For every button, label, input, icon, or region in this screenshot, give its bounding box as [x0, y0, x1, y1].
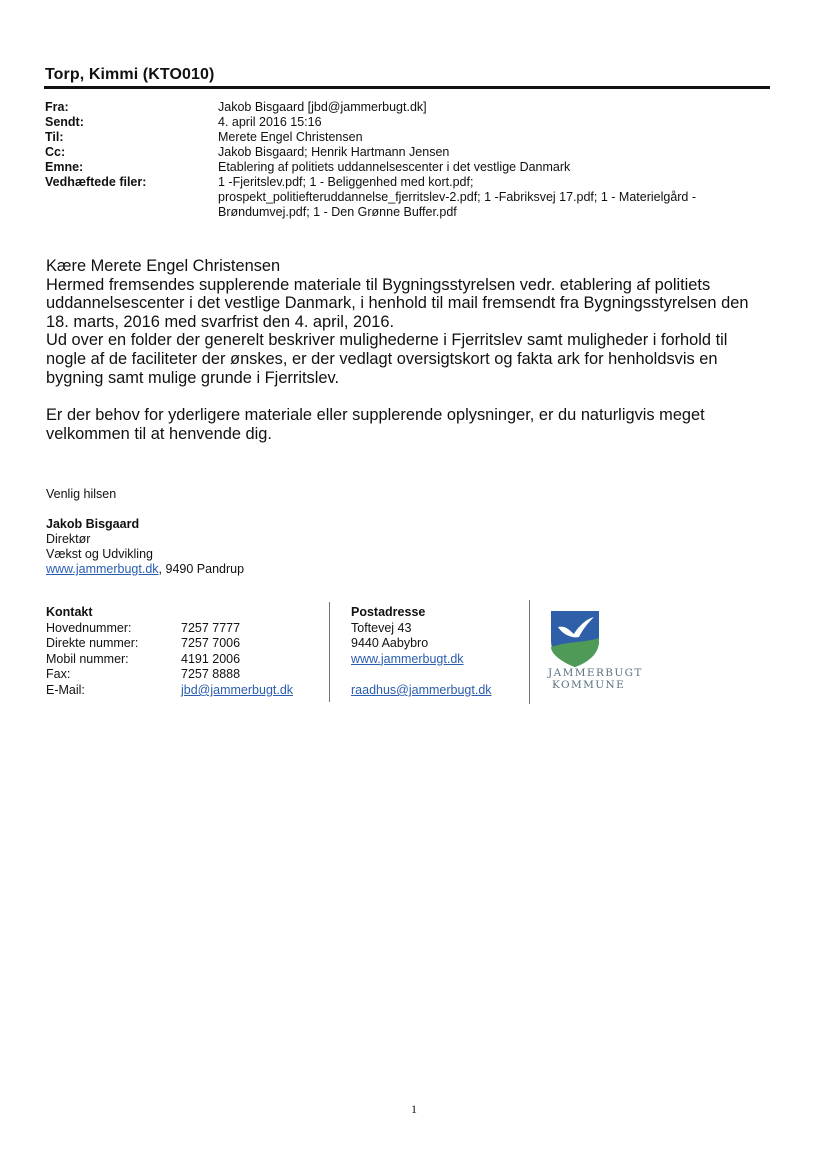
attachment-line: 1 -Fjeritslev.pdf; 1 - Beliggenhed med kort.pdf;: [218, 175, 474, 189]
postal-email-link[interactable]: raadhus@jammerbugt.dk: [351, 682, 492, 697]
header-value-to: Merete Engel Christensen: [218, 130, 363, 144]
postal-heading: Postadresse: [351, 605, 426, 619]
paragraph-gap: [46, 387, 776, 406]
contact-key: Fax:: [46, 667, 71, 682]
header-value-cc: Jakob Bisgaard; Henrik Hartmann Jensen: [218, 145, 450, 159]
contact-key: Direkte nummer:: [46, 636, 139, 651]
header-row-attachments: [45, 175, 785, 220]
header-label: Cc:: [45, 145, 66, 159]
contact-row: [46, 683, 293, 699]
body-line: bygning samt mulige grunde i Fjerritslev.: [46, 368, 340, 387]
header-row-to: [45, 130, 785, 145]
contact-value: 7257 7777: [181, 620, 241, 635]
contact-key: Hovednummer:: [46, 620, 132, 635]
closing: Venlig hilsen: [46, 487, 117, 501]
postal-divider: [529, 600, 530, 704]
email-body: [46, 257, 776, 443]
signature-title: Direktør: [46, 532, 91, 546]
header-label: Sendt:: [45, 115, 84, 129]
header-label: Fra:: [45, 100, 69, 114]
contact-row: [46, 621, 293, 637]
postal-block: [351, 605, 492, 699]
header-label: Emne:: [45, 160, 84, 174]
postal-website-link[interactable]: www.jammerbugt.dk: [351, 651, 464, 666]
logo-wordmark: [548, 667, 648, 691]
header-value-from: Jakob Bisgaard [jbd@jammerbugt.dk]: [218, 100, 427, 114]
contact-email-link[interactable]: jbd@jammerbugt.dk: [181, 682, 294, 697]
website-suffix: , 9490 Pandrup: [158, 562, 245, 576]
signature-name: Jakob Bisgaard: [46, 517, 140, 531]
body-line: nogle af de faciliteter der ønskes, er der vedlagt oversigtskort og fakta ark for henholdsvis en: [46, 349, 718, 368]
sender-header: Torp, Kimmi (KTO010): [45, 66, 215, 83]
attachment-line: prospekt_politiefteruddannelse_fjerritslev-2.pdf; 1 -Fabriksvej 17.pdf; 1 - Materielgård -: [218, 190, 697, 204]
contact-value: 4191 2006: [181, 651, 241, 666]
jammerbugt-kommune-logo: [548, 607, 648, 667]
header-value-subject: Etablering af politiets uddannelsescenter i det vestlige Danmark: [218, 160, 571, 174]
header-row-subject: [45, 160, 785, 175]
header-row-cc: [45, 145, 785, 160]
contact-row: [46, 652, 293, 668]
contact-block: [46, 605, 293, 699]
logo-line: JAMMERBUGT: [548, 667, 643, 679]
contact-key: E-Mail:: [46, 682, 85, 697]
contact-value: 7257 7006: [181, 636, 241, 651]
website-link[interactable]: www.jammerbugt.dk: [46, 562, 159, 576]
page-number: 1: [411, 1102, 417, 1116]
contact-heading: Kontakt: [46, 605, 93, 619]
contact-value: 7257 8888: [181, 667, 241, 682]
postal-city: 9440 Aabybro: [351, 636, 429, 651]
email-header-block: [45, 100, 785, 220]
greeting: Kære Merete Engel Christensen: [46, 257, 281, 275]
body-line: velkommen til at henvende dig.: [46, 424, 272, 443]
header-label: Vedhæftede filer:: [45, 175, 147, 189]
contact-divider: [329, 602, 330, 702]
contact-row: [46, 636, 293, 652]
body-line: Er der behov for yderligere materiale eller supplerende oplysninger, er du naturligvis meget: [46, 406, 705, 425]
body-line: 18. marts, 2016 med svarfrist den 4. april, 2016.: [46, 312, 395, 331]
signature-gap: [46, 502, 244, 517]
body-line: uddannelsescenter i det vestlige Danmark, i henhold til mail fremsendt fra Bygningsstyrelsen den: [46, 294, 749, 313]
logo-line: KOMMUNE: [552, 679, 626, 691]
contact-row: [46, 667, 293, 683]
header-divider: [44, 86, 770, 89]
postal-spacer: [351, 667, 492, 683]
body-line: Ud over en folder der generelt beskriver mulighederne i Fjerritslev samt muligheder i forhold til: [46, 331, 728, 350]
header-row-from: [45, 100, 785, 115]
attachments-list: [218, 175, 785, 220]
postal-street: Toftevej 43: [351, 620, 412, 635]
signature-department: Vækst og Udvikling: [46, 547, 153, 561]
signature-block: [46, 487, 244, 577]
header-row-sent: [45, 115, 785, 130]
signature-website-line: [46, 562, 244, 577]
body-line: Hermed fremsendes supplerende materiale til Bygningsstyrelsen vedr. etablering af politiets: [46, 275, 711, 294]
contact-key: Mobil nummer:: [46, 651, 129, 666]
attachment-line: Brøndumvej.pdf; 1 - Den Grønne Buffer.pdf: [218, 205, 457, 219]
header-label: Til:: [45, 130, 64, 144]
header-value-sent: 4. april 2016 15:16: [218, 115, 322, 129]
